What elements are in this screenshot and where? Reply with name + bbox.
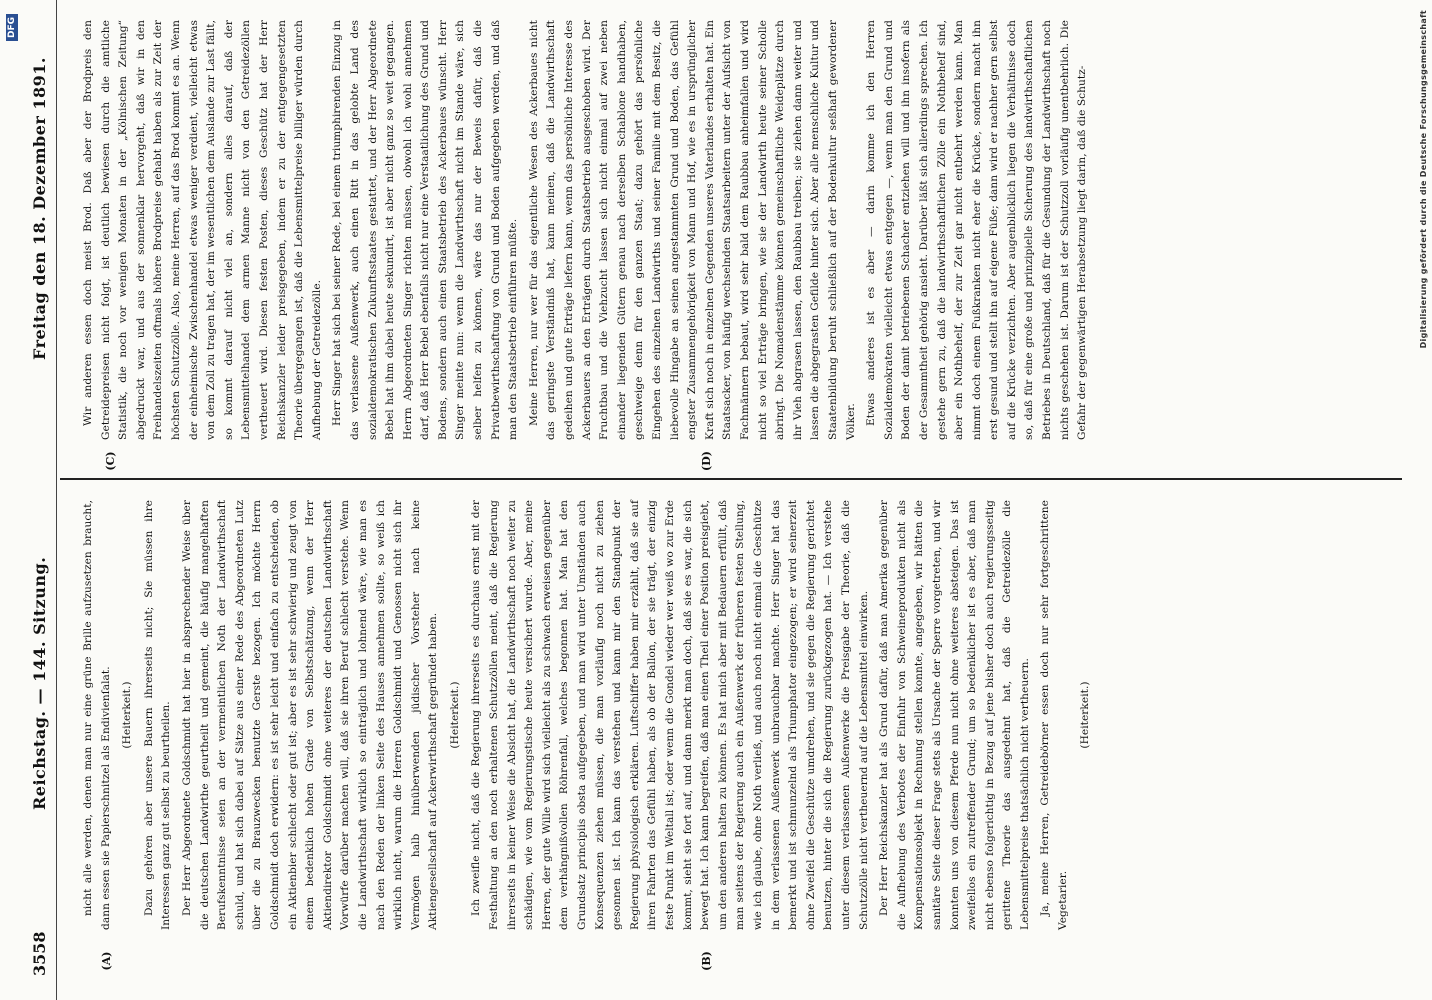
paragraph: Dazu gehören aber unsere Bauern ihrerseits nicht; Sie müssen ihre Interessen ganz gut selbst zu beurtheilen. (142, 500, 173, 930)
page-number: 3558 (30, 931, 49, 976)
heiterkeit-note: (Heiterkeit.) (121, 681, 134, 749)
heiterkeit-note: (Heiterkeit.) (448, 681, 461, 749)
session-date: Freitag den 18. Dezember 1891. (30, 57, 49, 360)
header-divider (56, 0, 57, 1000)
margin-marker-c: (C) (104, 451, 117, 471)
margin-marker-b: (B) (700, 951, 713, 971)
left-column (80, 500, 1098, 930)
paragraph: nicht alle werden, denen man nur eine grüne Brille aufzusetzen braucht, dann essen sie Papierschnitzel als Endivienſalat. (82, 500, 112, 930)
paragraph: Der Herr Abgeordnete Goldschmidt hat hier in absprechender Weise über die deutschen Landwirthe geurtheilt und gemeint, die häufig mangelhaften Berufskenntnisse seien an der vermeintlichen Noth der Landwirthschaft schuld, und hat sich dabei auf Sätze aus einer Rede des Abgeordneten Lutz über die zu Brauzwecken benutzte Gerste bezogen. Ich möchte Herrn Goldschmidt doch erwidern: es ist sehr leicht und einfach zu entscheiden, ob ein Aktienbier schlecht oder gut ist; aber es ist sehr schwierig und zeugt von einem bedenklich hohen Grade von Selbstschätzung, wenn der Herr Aktiendirektor Goldschmidt ohne weiteres der deutschen Landwirthschaft Vorwürfe darüber machen will, daß sie ihren Beruf schlecht verstehe. Wenn die Landwirthschaft wirklich so einträglich und lohnend wäre, wie man es nach den Reden der linken Seite des Hauses annehmen sollte, so weiß ich wirklich nicht, warum die Herren Goldschmidt und Genossen nicht sich ihr Vermögen halb hinüberwenden jüdischer Vorsteher nach keine Aktiengesellschaft auf Ackerwirthschaft gegründet haben. (180, 500, 440, 930)
paragraph: Ja, meine Herren, Getreidebörner essen doch nur sehr fortgeschrittene Vegetarier. (1039, 500, 1070, 930)
paragraph: Der Herr Reichskanzler hat als Grund dafür, daß man Amerika gegenüber die Aufhebung des Verbotes der Einfuhr von Schweineprodukten nicht als Kompensationsobjekt in Rechnung stellen konnte, angegeben, wir hätten die sanitäre Seite dieser Frage stets als Ursache der Sperre vorgetreten, und wir konnten uns von diesem Pferde nun nicht ohne weiteres absteigen. Das ist zweifellos ein zutreffender Grund; um so bedenklicher ist es aber, daß man nicht ebenso folgerichtig in Bezug auf jene bisher doch auch regierungsseitig gerittene Theorie das ausgedehnt hat, daß die Getreidezölle die Lebensmittelpreise thatsächlich nicht vertheuern. (878, 500, 1031, 930)
paragraph: Meine Herren, nur wer für das eigentliche Wesen des Ackerbaues nicht das geringste Verständniß hat, kann meinen, daß die Landwirthschaft gedeihen und gute Erträge liefern kann, wenn das persönliche Interesse des Ackerbauers an den Erträgen durch Staatsbetrieb ausgeschoben wird. Der Fruchtbau und die Viehzucht lassen sich nicht einmal auf zwei neben einander liegenden Gütern genau nach derselben Schablone handhaben, geschweige denn für den ganzen Staat; dazu gehört das persönliche Eingehen des einzelnen Landwirths und seiner Familie mit dem Besitz, die liebevolle Hingabe an seinen angestammten Grund und Boden, das Gefühl engster Zusammengehörigkeit von Mann und Hof, wie es in ursprünglicher Kraft sich noch in einzelnen Gegenden unseres Vaterlandes erhalten hat. Ein Staatsacker, von häufig wechselnden Staatsarbeitern unter der Aufsicht von Fachmännern bebaut, wird sehr bald dem Raubbau anheimfallen und wird nicht so viel Erträge bringen, wie sie der Landwirth heute seiner Scholle abringt. Die Nomadenstämme können gemeinschaftliche Weideplätze durch ihr Vieh abgrasen lassen, den Raubbau treiben; sie ziehen dann weiter und lassen die abgegrasten Gefilde hinter sich. Aber alle menschliche Kultur und Staatenbildung beruht schließlich auf der Bodenkultur seßhaft gewordener Völker. (527, 20, 857, 440)
paragraph: Etwas anderes ist es aber — darin komme ich den Herren Sozialdemokraten vielleicht etwas entgegen —, wenn man den Grund und Boden der damit betriebenen Schacher entziehen will und ihn insofern als der Gesammtheit gehörig ansieht. Darüber läßt sich allerdings sprechen. Ich gestehe gern zu, daß die landwirthschaftlichen Zölle ein Nothbehelf sind, aber ein Nothbehelf, der zur Zeit gar nicht entbehrt werden kann. Man nimmt doch einem Fußkranken nicht eher die Krücke, sondern macht ihn erst gesund und stellt ihn auf eigene Füße; dann wird er nachher gern selbst auf die Krücke verzichten. Aber augenblicklich liegen die Verhältnisse doch so, daß für eine große und prinzipielle Sicherung des landwirthschaftlichen Betriebes in Deutschland, daß für die Gesundung der Landwirthschaft noch nichts geschehen ist. Darum ist der Schutzzoll vorläufig unentbehrlich. Die Gefahr der gegenwärtigen Herabsetzung liegt darin, daß die Schutz- (865, 20, 1089, 440)
dfg-logo: DFG (6, 14, 18, 41)
margin-marker-d: (D) (700, 451, 713, 471)
margin-marker-a: (A) (100, 951, 113, 971)
digitization-stamp: Digitalisierung gefördert durch die Deutsche Forschungsgemeinschaft (1419, 10, 1428, 349)
page-header (0, 0, 54, 1000)
paragraph: Herr Singer hat sich bei seiner Rede, bei einem triumphirenden Einzug in das verlassene Außenwerk, auch einen Ritt in das gelobte Land des sozialdemokratischen Zukunftsstaates gestattet, und der Herr Abgeordnete Bebel hat ihm dabei heute sekundirt, ist aber nicht ganz so weit gegangen. Herrn Abgeordneten Singer richten müssen, obwohl ich wohl annehmen darf, daß Herr Bebel ebenfalls nicht nur eine Verstaatlichung des Grund und Bodens, sondern auch einen Staatsbetrieb des Ackerbaues wünscht. Herr Singer meinte nun: wenn die Landwirthschaft nicht im Stande wäre, sich selber helfen zu können, wäre das nur der Beweis dafür, daß die Privatbewirthschaftung von Grund und Boden aufgegeben werden, und daß man den Staatsbetrieb einführen müßte. (331, 20, 520, 440)
session-title: Reichstag. — 144. Sitzung. (30, 556, 49, 810)
column-divider (60, 478, 1402, 480)
paragraph: Ich zweifle nicht, daß die Regierung ihrerseits es durchaus ernst mit der Festhaltung an den noch erhaltenen Schutzzöllen meint, daß die Regierung ihrerseits in keiner Weise die Absicht hat, die Landwirthschaft noch weiter zu schädigen, wie vom Regierungstische heute versichert wurde. Aber, meine Herren, der gute Wille wird sich vielleicht als zu schwach erweisen gegenüber dem verhängnißvollen Röhrenfall, welches begonnen hat. Man hat den Grundsatz principiis obsta aufgegeben, und man wird unter Umständen auch Konsequenzen ziehen müssen, die man vorläufig noch nicht zu ziehen gesonnen ist. Ich kann das verstehen und kann mir den Standpunkt der Regierung physiologisch erklären. Luftschiffer haben mir erzählt, daß sie auf ihren Fahrten das Gefühl haben, als ob der Ballon, der sie trägt, der einzig feste Punkt im Weltall ist; oder wenn die Gondel wieder wer weiß wo zur Erde kommt, sieht sie fort auf, und dann merkt man doch, daß sie es war, die sich bewegt hat. Ich kann begreifen, daß man einen Theil einer Position preisgiebt, um den anderen halten zu können. Es hat mich aber mit Bedauern erfüllt, daß man seitens der Regierung auch ein Außenwerk der früheren festen Stellung, wie ich glaube, ohne Noth verließ, und auch noch nicht einmal die Geschütze in dem verlassenen Außenwerk unbrauchbar machte. Herr Singer hat das bemerkt und ist schmunzelnd als Triumphator eingezogen; er wird seinerzeit ohne Zweifel die Geschütze umdrehen, und sie gegen die Regierung gerichtet benutzen, hinter die sich die Regierung zurückgezogen hat. — Ich verstehe unter diesem verlassenen Außenwerke die Preisgabe der Theorie, daß die Schutzzölle nicht vertheuernd auf die Lebensmittel einwirken. (470, 500, 870, 930)
paragraph: Wir anderen essen doch meist Brod. Daß aber der Brodpreis den Getreidepreisen nicht folgt, ist deutlich bewiesen durch die amtliche Statistik, die noch vor wenigen Monaten in der „Kölnischen Zeitung“ abgedruckt war, und aus der sonnenklar hervorgeht, daß wir in den Freihandelszeiten oftmals höhere Brodpreise gehabt haben als zur Zeit der höchsten Schutzzölle. Also, meine Herren, auf das Brod kommt es an. Wenn der einheimische Zwischenhandel etwas weniger verdient, vielleicht etwas von dem Zoll zu tragen hat, der im wesentlichen dem Auslande zur Last fällt, so kommt darauf nicht viel an, sondern alles darauf, daß der Lebensmittelhandel dem armen Manne nicht von den Getreidezöllen vertheuert wird. Diesen festen Posten, dieses Geschütz hat der Herr Reichskanzler leider preisgegeben, indem er zu der entgegengesetzten Theorie übergegangen ist, daß die Lebensmittelpreise billiger würden durch Aufhebung der Getreidezölle. (82, 20, 323, 440)
right-column (80, 20, 1095, 440)
heiterkeit-note: (Heiterkeit.) (1078, 681, 1091, 749)
